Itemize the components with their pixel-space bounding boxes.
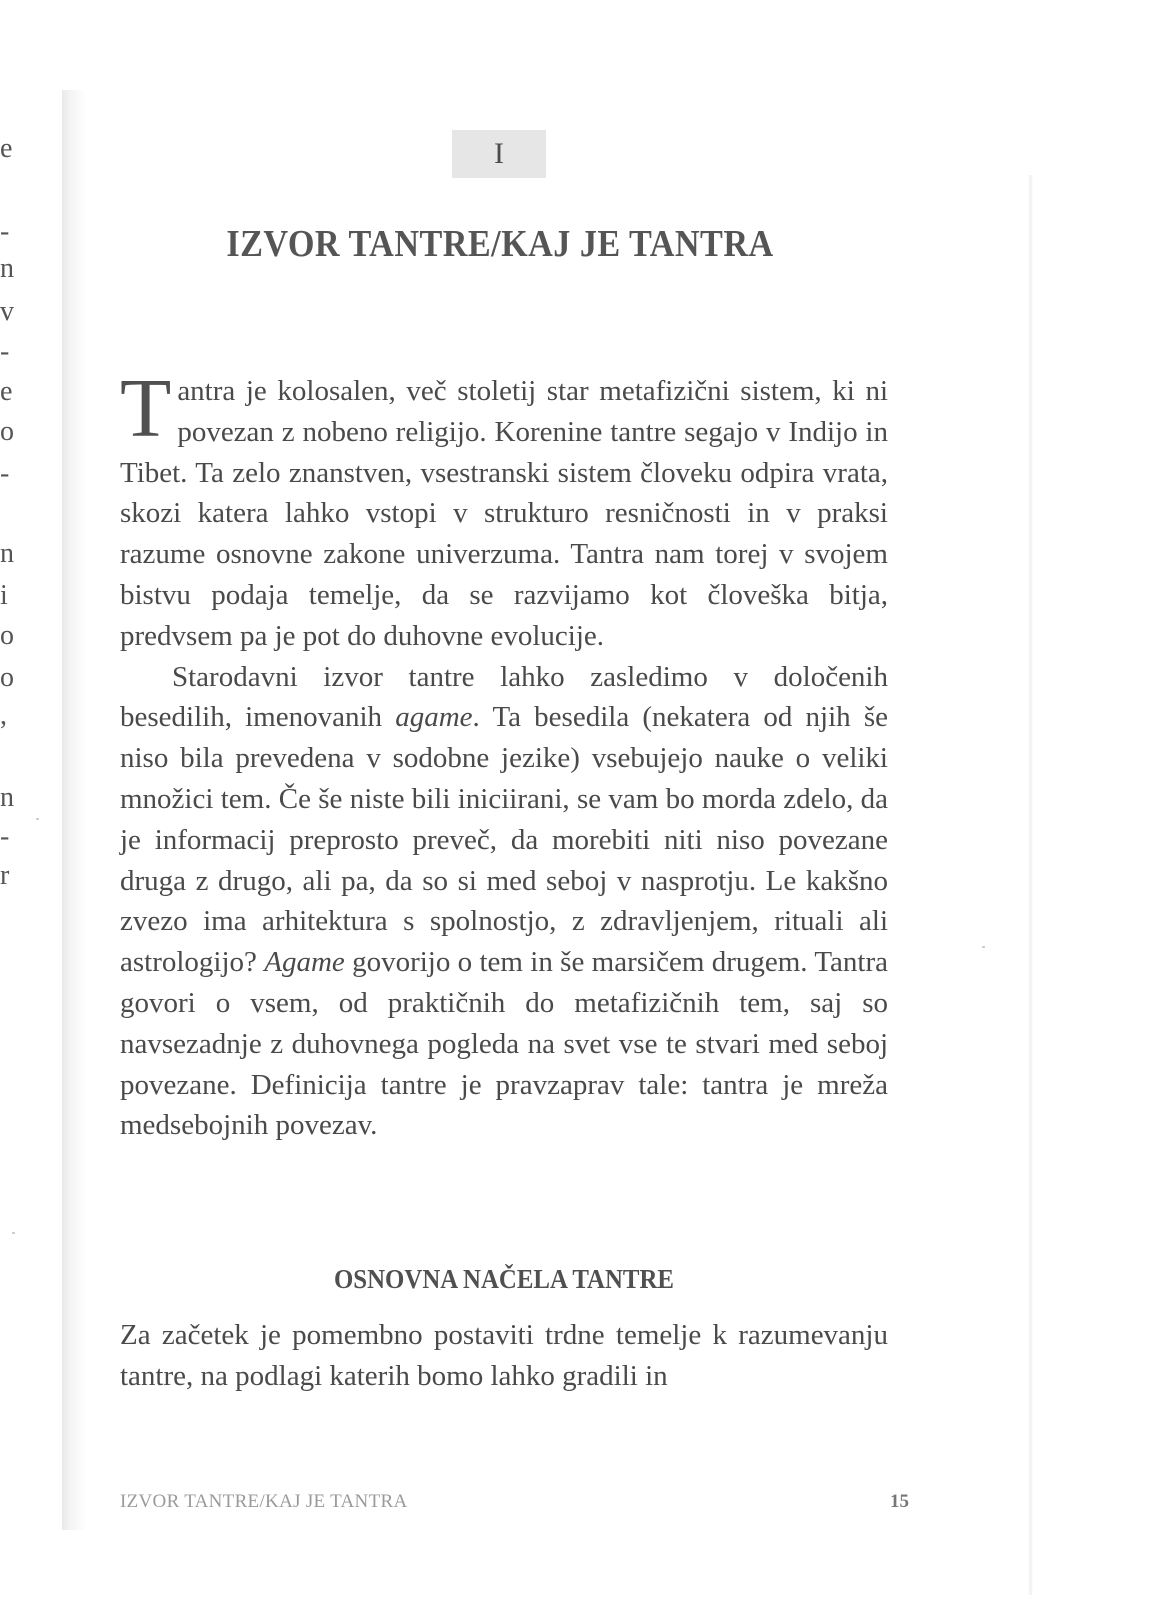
previous-page-fragment: v bbox=[0, 296, 14, 327]
paragraph-1 bbox=[120, 362, 888, 657]
scan-speck bbox=[36, 818, 39, 820]
previous-page-fragment: n bbox=[0, 538, 14, 569]
chapter-body bbox=[120, 362, 888, 1146]
page-number: 15 bbox=[890, 1491, 909, 1512]
previous-page-fragment: i bbox=[0, 580, 8, 611]
paragraph-2-text-c: govorijo o tem in še marsičem drugem. Tantra govori o vsem, od praktičnih do metafizičnih tem, saj so navsezadnje z duhovnega pogleda na svet vse te stvari med seboj povezane. Definicija tantre je pravzaprav tale: tantra je mreža medsebojnih povezav. bbox=[120, 946, 888, 1142]
previous-page-fragment: n bbox=[0, 782, 14, 813]
page-edge-line bbox=[1028, 175, 1033, 1595]
previous-page-fragment: n bbox=[0, 253, 14, 284]
paragraph-1-text: antra je kolosalen, več stoletij star metafizični sistem, ki ni povezan z nobeno religijo. Korenine tantre segajo v Indijo in Tibet. Ta zelo znanstven, vsestranski sistem človeku odpira vrata, skozi katera lahko vstopi v strukturo resničnosti in v praksi razume osnovne zakone univerzuma. Tantra nam torej v svojem bistvu podaja temelje, da se razvijamo kot človeška bitja, predvsem pa je pot do duhovne evolucije. bbox=[120, 375, 888, 652]
chapter-number-box bbox=[452, 130, 546, 178]
previous-page-fragment: e bbox=[0, 133, 13, 164]
scan-speck bbox=[982, 946, 985, 948]
previous-page-fragment: r bbox=[0, 860, 10, 891]
previous-page-fragment: o bbox=[0, 416, 14, 447]
section-heading: OSNOVNA NAČELA TANTRE bbox=[333, 1264, 674, 1294]
section-paragraph: Za začetek je pomembno postaviti trdne temelje k razumevanju tantre, na podlagi katerih bomo lahko gradili in bbox=[120, 1319, 888, 1392]
previous-page-fragment: e bbox=[0, 376, 13, 407]
term-agame: agame bbox=[395, 701, 473, 734]
drop-cap: T bbox=[120, 362, 172, 455]
scan-speck bbox=[12, 1232, 15, 1234]
previous-page-fragment: o bbox=[0, 662, 14, 693]
previous-page-fragment: - bbox=[0, 336, 10, 367]
previous-page-fragment: , bbox=[0, 700, 7, 731]
chapter-number: I bbox=[494, 137, 504, 170]
previous-page-fragment: - bbox=[0, 821, 10, 852]
term-agame-2: Agame bbox=[264, 946, 345, 979]
previous-page-fragment: - bbox=[0, 216, 10, 247]
previous-page-fragment: o bbox=[0, 620, 14, 651]
previous-page-margin bbox=[0, 0, 40, 1606]
previous-page-fragment: - bbox=[0, 458, 10, 489]
paragraph-2-text-a: Starodavni izvor tantre lahko zasledimo v določenih besedilih, imenovanih bbox=[120, 660, 888, 734]
chapter-title: IZVOR TANTRE/KAJ JE TANTRA bbox=[226, 223, 774, 265]
section-body bbox=[120, 1315, 888, 1397]
running-footer: IZVOR TANTRE/KAJ JE TANTRA bbox=[120, 1491, 408, 1512]
paragraph-2-text-b: . Ta besedila (nekatera od njih še niso bila prevedena v sodobne jezike) vsebujejo nauke o veliki množici tem. Če še niste bili iniciirani, se vam bo morda zdelo, da je informacij preprosto preveč, da morebiti niti niso povezane druga z drugo, ali pa, da so si med seboj v nasprotju. Le kakšno zvezo ima arhitektura s spolnostjo, z zdravljenjem, rituali ali astrologijo? bbox=[120, 701, 888, 979]
paragraph-2 bbox=[120, 657, 888, 1147]
book-spine-shadow bbox=[62, 90, 86, 1530]
